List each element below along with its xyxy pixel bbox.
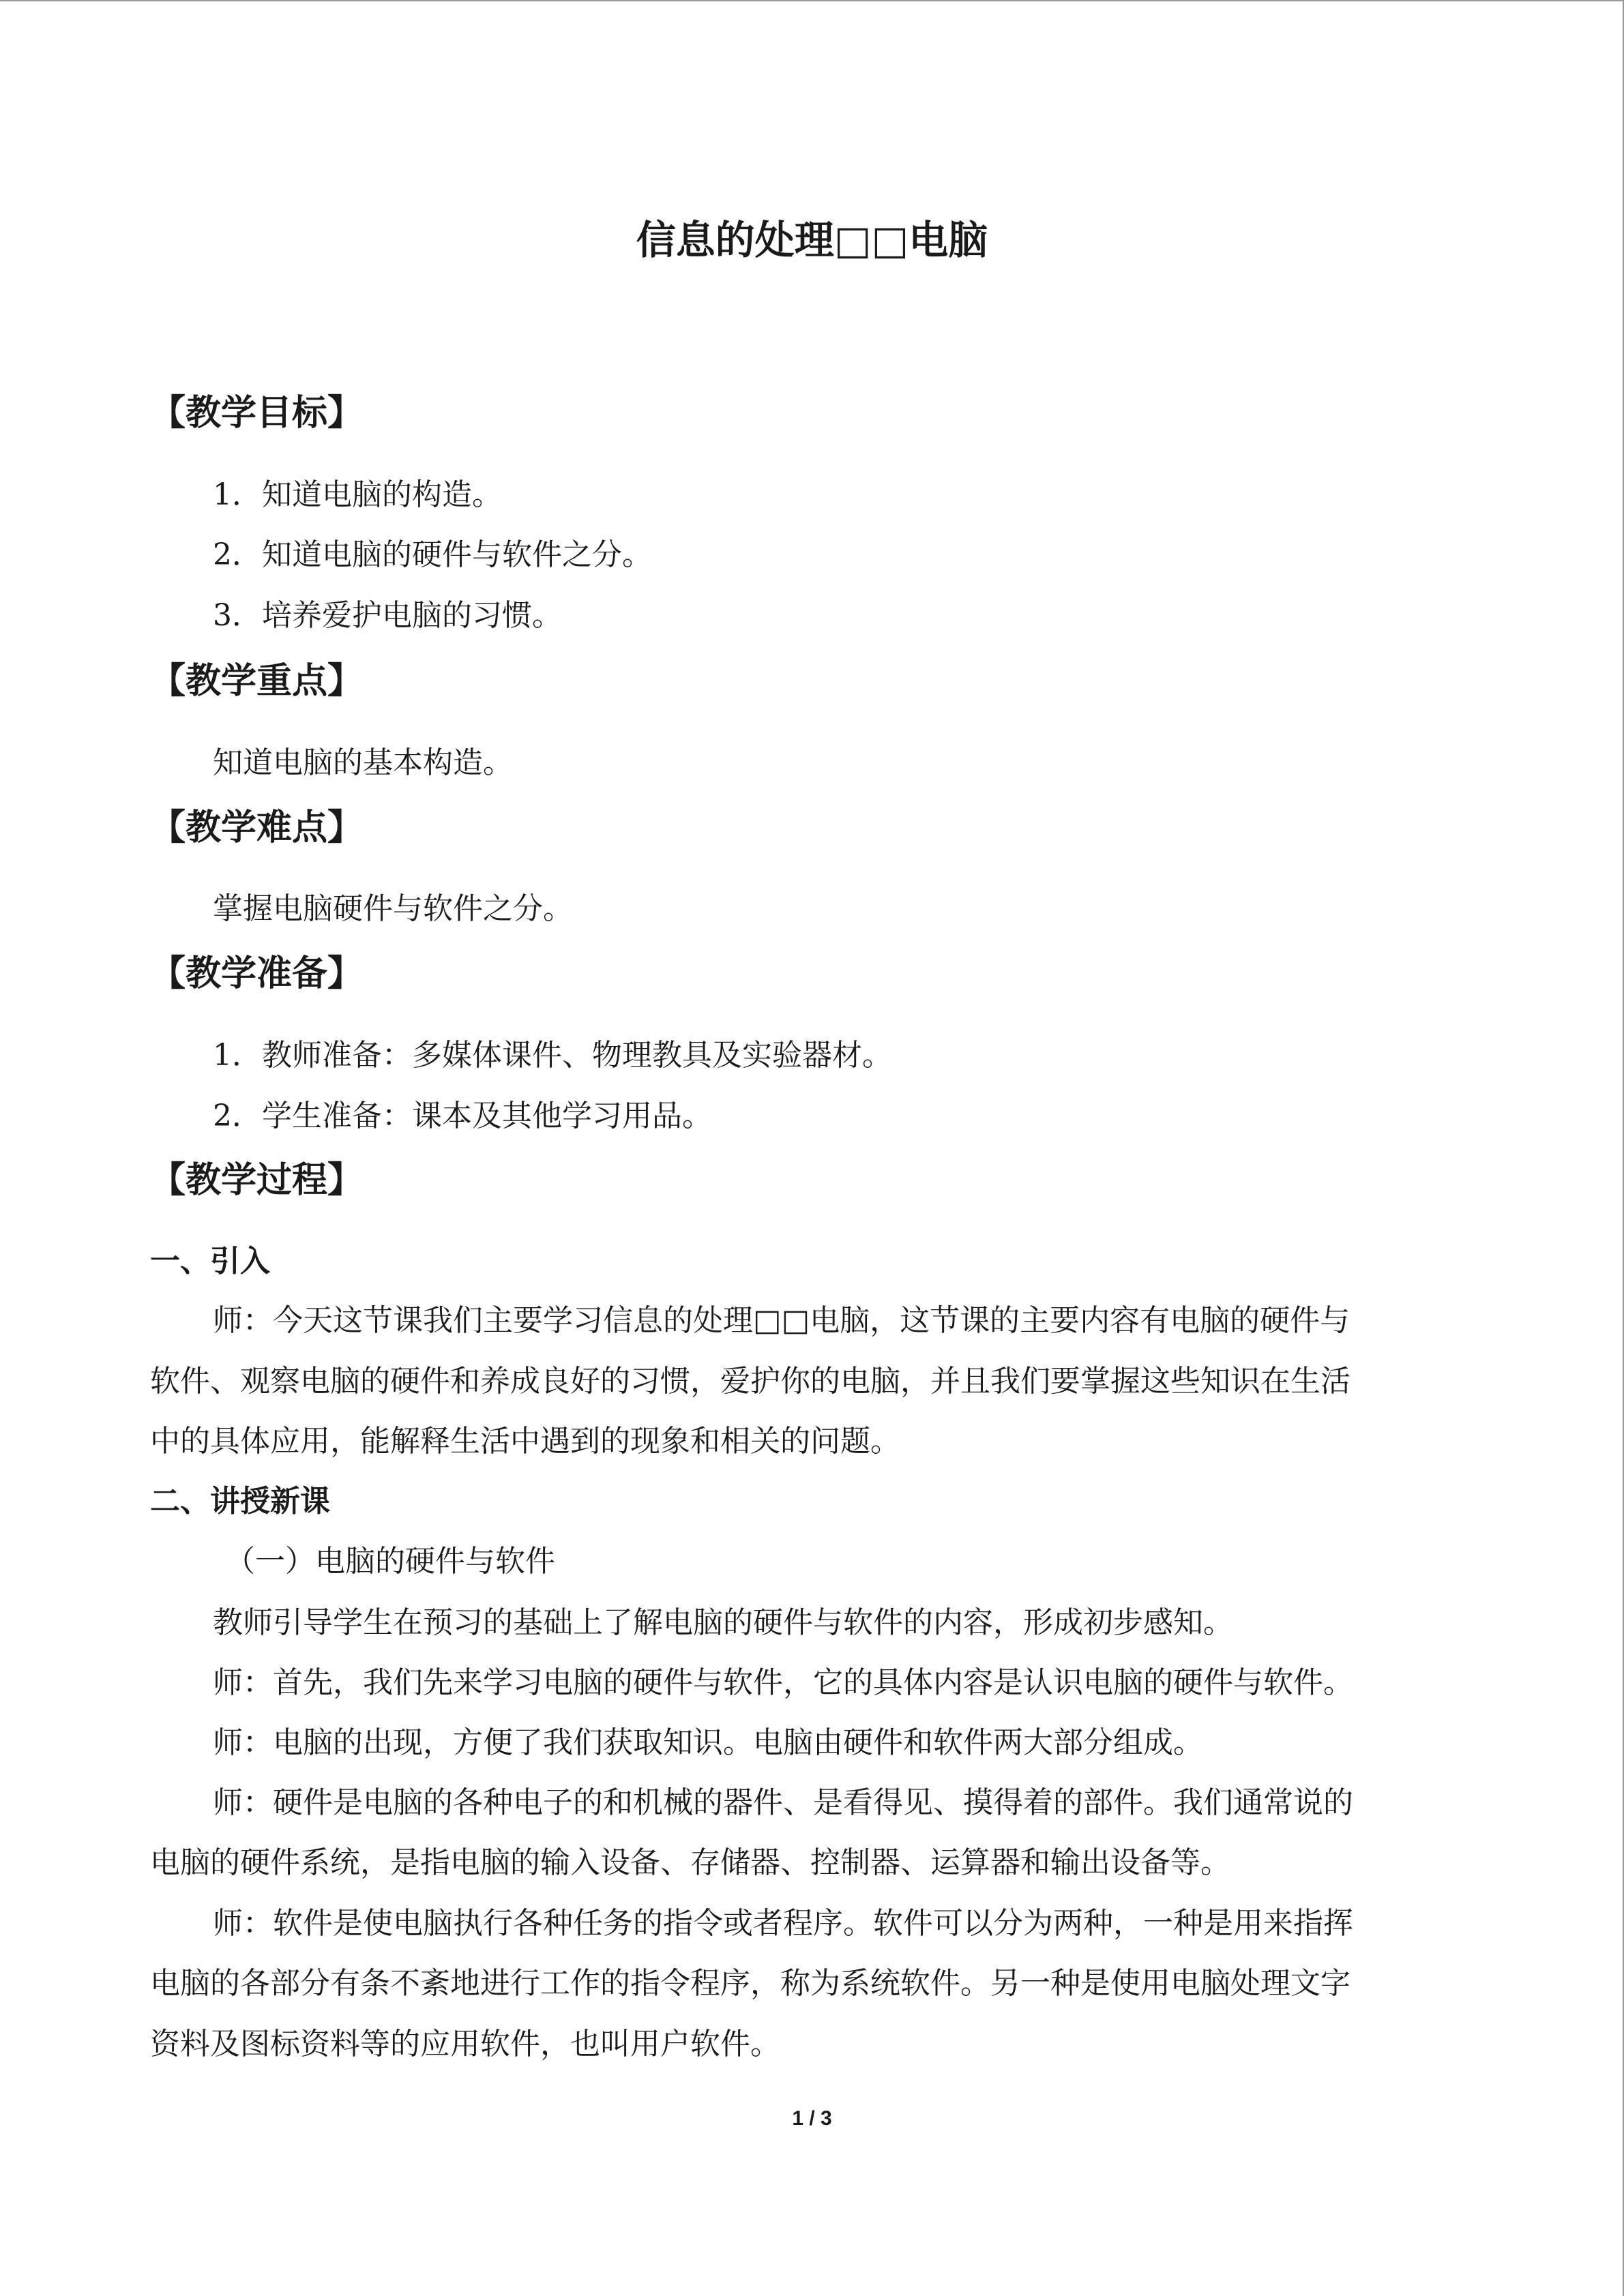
- difficulty-text: 掌握电脑硬件与软件之分。: [213, 891, 573, 926]
- difficulty-heading: 【教学难点】: [150, 807, 364, 848]
- intro-line-2: 软件、观察电脑的硬件和养成良好的习惯，爱护你的电脑，并且我们要掌握这些知识在生活: [150, 1364, 1350, 1399]
- new-lesson-heading: 二、讲授新课: [150, 1484, 330, 1519]
- paragraph-1: 教师引导学生在预习的基础上了解电脑的硬件与软件的内容，形成初步感知。: [213, 1605, 1233, 1640]
- goal-item-3: 3．培养爱护电脑的习惯。: [213, 598, 562, 633]
- paragraph-2: 师：首先，我们先来学习电脑的硬件与软件，它的具体内容是认识电脑的硬件与软件。: [213, 1665, 1353, 1700]
- preparation-item-2: 2．学生准备：课本及其他学习用品。: [213, 1099, 712, 1133]
- new-lesson-subheading: （一）电脑的硬件与软件: [225, 1544, 555, 1579]
- intro-heading: 一、引入: [150, 1244, 270, 1279]
- goal-item-1: 1．知道电脑的构造。: [213, 477, 502, 512]
- preparation-heading: 【教学准备】: [150, 953, 364, 994]
- paragraph-5-line-2: 电脑的各部分有条不紊地进行工作的指令程序，称为系统软件。另一种是使用电脑处理文字: [150, 1966, 1350, 2001]
- page-title: 信息的处理□□电脑: [636, 217, 988, 263]
- intro-line-1: 师：今天这节课我们主要学习信息的处理□□电脑，这节课的主要内容有电脑的硬件与: [213, 1303, 1350, 1338]
- page-number: 1 / 3: [792, 2107, 832, 2130]
- paragraph-4-line-2: 电脑的硬件系统，是指电脑的输入设备、存储器、控制器、运算器和输出设备等。: [150, 1845, 1230, 1880]
- process-heading: 【教学过程】: [150, 1160, 364, 1201]
- paragraph-3: 师：电脑的出现，方便了我们获取知识。电脑由硬件和软件两大部分组成。: [213, 1725, 1203, 1760]
- preparation-item-1: 1．教师准备：多媒体课件、物理教具及实验器材。: [213, 1038, 892, 1073]
- goal-item-2: 2．知道电脑的硬件与软件之分。: [213, 537, 652, 572]
- key-point-heading: 【教学重点】: [150, 661, 364, 702]
- paragraph-4-line-1: 师：硬件是电脑的各种电子的和机械的器件、是看得见、摸得着的部件。我们通常说的: [213, 1785, 1353, 1820]
- paragraph-5-line-3: 资料及图标资料等的应用软件，也叫用户软件。: [150, 2027, 780, 2061]
- goals-heading: 【教学目标】: [150, 393, 364, 434]
- paragraph-5-line-1: 师：软件是使电脑执行各种任务的指令或者程序。软件可以分为两种，一种是用来指挥: [213, 1906, 1353, 1941]
- key-point-text: 知道电脑的基本构造。: [213, 745, 513, 780]
- intro-line-3: 中的具体应用，能解释生活中遇到的现象和相关的问题。: [150, 1424, 900, 1459]
